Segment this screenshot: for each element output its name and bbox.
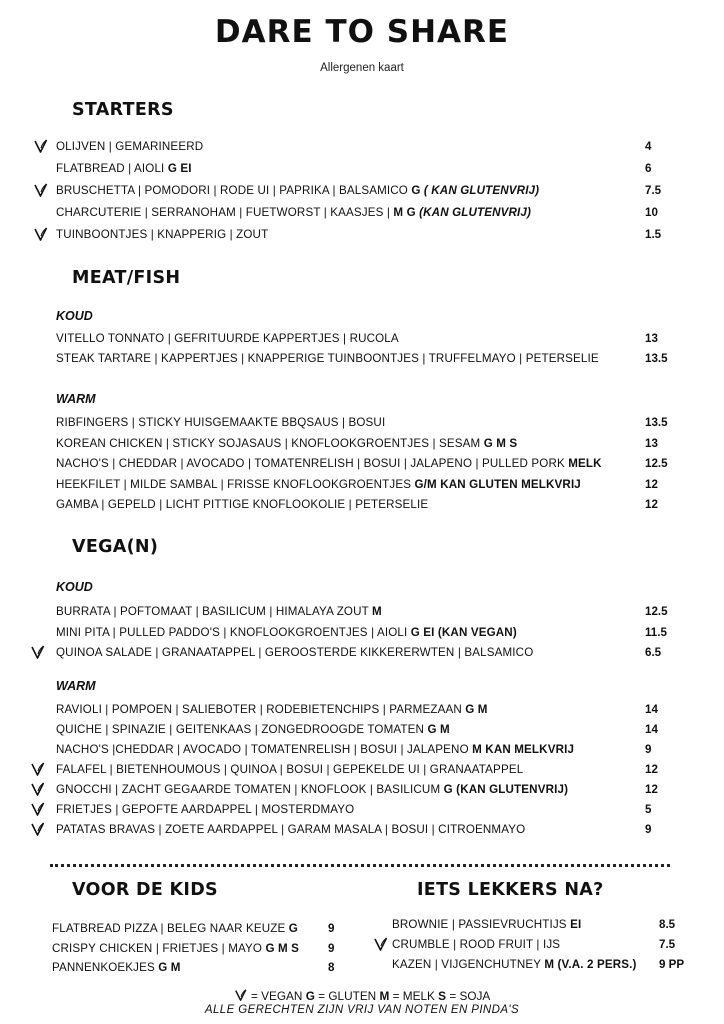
vegan-leaf-icon xyxy=(30,781,46,797)
allergen-codes: G EI xyxy=(167,162,192,175)
menu-item-text: RIBFINGERS | STICKY HUISGEMAAKTE BBQSAUS | BOSUI xyxy=(56,416,386,429)
allergen-note: ALLE GERECHTEN ZIJN VRIJ VAN NOTEN EN PINDA'S xyxy=(204,1004,520,1016)
menu-item-price: 6 xyxy=(645,162,652,175)
menu-item-text: GNOCCHI | ZACHT GEGAARDE TOMATEN | KNOFLOOK | BASILICUM xyxy=(56,783,444,796)
menu-item xyxy=(56,206,531,219)
menu-item-price: 12.5 xyxy=(645,457,668,470)
allergen-codes: G (KAN GLUTENVRIJ) xyxy=(443,783,569,796)
menu-item-price: 14 xyxy=(645,723,658,736)
vegan-leaf-icon xyxy=(30,644,46,660)
menu-item xyxy=(56,723,450,736)
allergen-codes: G/M KAN GLUTEN MELKVRIJ xyxy=(414,477,581,491)
menu-item-price: 10 xyxy=(645,206,658,219)
menu-item xyxy=(52,961,181,974)
menu-item-price: 9 xyxy=(328,922,335,935)
menu-item xyxy=(56,184,539,197)
menu-item-text: RAVIOLI | POMPOEN | SALIEBOTER | RODEBIETENCHIPS | PARMEZAAN xyxy=(56,703,466,716)
menu-item-price: 9 xyxy=(645,823,652,836)
menu-item-text: PANNENKOEKJES xyxy=(52,961,159,974)
allergen-legend xyxy=(0,988,724,1003)
allergen-codes: M xyxy=(372,605,382,618)
menu-item-price: 14 xyxy=(645,703,658,716)
menu-item-price: 13 xyxy=(645,436,658,450)
subsection-label-warm: WARM xyxy=(56,392,96,406)
vegan-leaf-icon xyxy=(373,936,389,952)
allergen-codes: M KAN MELKVRIJ xyxy=(472,743,575,756)
menu-item-text: CHARCUTERIE | SERRANOHAM | FUETWORST | KAASJES | xyxy=(56,206,394,219)
menu-item xyxy=(56,352,599,365)
legend-m-label: = MELK xyxy=(389,989,439,1003)
menu-item-price: 4 xyxy=(645,140,652,153)
menu-item xyxy=(56,763,523,776)
menu-item xyxy=(56,823,525,836)
menu-item xyxy=(56,646,533,659)
menu-item-price: 12 xyxy=(645,477,658,491)
menu-item xyxy=(56,437,517,450)
subsection-label-koud: KOUD xyxy=(56,580,93,594)
menu-item-text: VITELLO TONNATO | GEFRITUURDE KAPPERTJES | RUCOLA xyxy=(56,332,399,345)
page-subtitle: Allergenen kaart xyxy=(320,62,404,74)
legend-vegan-label: = VEGAN xyxy=(247,989,306,1003)
menu-item-text: NACHO'S | CHEDDAR | AVOCADO | TOMATENRELISH | BOSUI | JALAPENO | PULLED PORK xyxy=(56,457,569,470)
menu-item-price: 8.5 xyxy=(659,918,676,931)
allergen-note: ( KAN GLUTENVRIJ) xyxy=(420,184,540,197)
allergen-codes: G EI (KAN VEGAN) xyxy=(410,625,517,639)
menu-item xyxy=(56,457,602,470)
dotted-divider xyxy=(50,864,670,867)
menu-item xyxy=(56,140,203,153)
legend-g-label: = GLUTEN xyxy=(314,989,380,1003)
menu-item-price: 12 xyxy=(645,783,658,796)
menu-item-text: MINI PITA | PULLED PADDO'S | KNOFLOOKGROENTJES | AIOLI xyxy=(56,625,411,639)
menu-item-text: CRISPY CHICKEN | FRIETJES | MAYO xyxy=(52,941,266,955)
menu-item xyxy=(56,498,428,511)
menu-item-text: BRUSCHETTA | POMODORI | RODE UI | PAPRIKA | BALSAMICO xyxy=(56,184,412,197)
subsection-label-koud: KOUD xyxy=(56,309,93,323)
menu-item xyxy=(56,162,192,175)
menu-item xyxy=(392,918,581,931)
menu-item-price: 8 xyxy=(328,961,335,974)
allergen-codes: M G xyxy=(393,206,416,219)
allergen-codes: M (V.A. 2 PERS.) xyxy=(544,958,637,971)
legend-s-label: = SOJA xyxy=(446,989,491,1003)
menu-item xyxy=(56,416,385,429)
menu-item-price: 11.5 xyxy=(645,625,667,639)
menu-item-price: 13.5 xyxy=(645,352,668,365)
section-title-kids: VOOR DE KIDS xyxy=(72,880,218,900)
subsection-label-warm: WARM xyxy=(56,679,96,693)
vegan-leaf-icon xyxy=(33,182,49,198)
allergen-codes: EI xyxy=(570,918,582,931)
menu-item-text: OLIJVEN | GEMARINEERD xyxy=(56,140,204,153)
menu-item-text: TUINBOONTJES | KNAPPERIG | ZOUT xyxy=(56,228,269,241)
legend-s-key: S xyxy=(438,989,447,1003)
menu-item-price: 12 xyxy=(645,763,658,776)
menu-item xyxy=(56,743,574,756)
menu-item-text: PATATAS BRAVAS | ZOETE AARDAPPEL | GARAM MASALA | BOSUI | CITROENMAYO xyxy=(56,823,526,836)
menu-item xyxy=(52,922,298,935)
vegan-leaf-icon xyxy=(30,761,46,777)
menu-item-text: BURRATA | POFTOMAAT | BASILICUM | HIMALAYA ZOUT xyxy=(56,605,373,618)
menu-item-price: 5 xyxy=(645,803,652,816)
menu-item-text: HEEKFILET | MILDE SAMBAL | FRISSE KNOFLOOKGROENTJES xyxy=(56,477,415,491)
menu-item xyxy=(56,783,568,796)
menu-item-price: 13.5 xyxy=(645,416,668,429)
allergen-codes: G xyxy=(288,922,298,935)
section-title-starters: STARTERS xyxy=(72,100,174,120)
menu-item-text: FLATBREAD | AIOLI xyxy=(56,162,168,175)
menu-item-price: 7.5 xyxy=(645,184,662,197)
menu-item-text: GAMBA | GEPELD | LICHT PITTIGE KNOFLOOKOLIE | PETERSELIE xyxy=(56,498,429,511)
allergen-codes: G M S xyxy=(483,436,518,450)
vegan-leaf-icon xyxy=(33,138,49,154)
allergen-codes: G xyxy=(411,184,421,197)
menu-item xyxy=(392,938,560,951)
allergen-note: (KAN GLUTENVRIJ) xyxy=(415,206,532,219)
menu-item-text: KAZEN | VIJGENCHUTNEY xyxy=(392,958,545,971)
menu-item-text: FRIETJES | GEPOFTE AARDAPPEL | MOSTERDMAYO xyxy=(56,803,355,816)
menu-item-text: FALAFEL | BIETENHOUMOUS | QUINOA | BOSUI | GEPEKELDE UI | GRANAATAPPEL xyxy=(56,763,524,776)
vegan-leaf-icon xyxy=(33,226,49,242)
menu-item-text: CRUMBLE | ROOD FRUIT | IJS xyxy=(392,938,561,951)
vegan-leaf-icon xyxy=(30,821,46,837)
menu-item xyxy=(56,626,517,639)
menu-item-price: 7.5 xyxy=(659,938,676,951)
menu-item-text: KOREAN CHICKEN | STICKY SOJASAUS | KNOFLOOKGROENTJES | SESAM xyxy=(56,436,484,450)
allergen-codes: MELK xyxy=(568,457,602,470)
menu-item-text: STEAK TARTARE | KAPPERTJES | KNAPPERIGE TUINBOONTJES | TRUFFELMAYO | PETERSELIE xyxy=(56,352,599,365)
menu-item xyxy=(392,958,637,971)
menu-item xyxy=(56,605,382,618)
menu-item xyxy=(52,942,299,955)
section-title-vegan: VEGA(N) xyxy=(72,537,159,557)
menu-item-price: 12.5 xyxy=(645,605,668,618)
menu-item xyxy=(56,228,268,241)
menu-item-text: NACHO'S |CHEDDAR | AVOCADO | TOMATENRELISH | BOSUI | JALAPENO xyxy=(56,743,473,756)
allergen-codes: G M S xyxy=(265,941,300,955)
menu-item xyxy=(56,478,581,491)
menu-item-text: FLATBREAD PIZZA | BELEG NAAR KEUZE xyxy=(52,922,289,935)
menu-item-price: 12 xyxy=(645,498,658,511)
allergen-codes: G M xyxy=(427,723,450,736)
legend-g-key: G xyxy=(305,989,315,1003)
menu-item-price: 9 xyxy=(328,941,335,955)
menu-item xyxy=(56,332,399,345)
section-title-meatfish: MEAT/FISH xyxy=(72,268,181,288)
allergen-codes: G M xyxy=(465,703,488,716)
menu-item-text: QUINOA SALADE | GRANAATAPPEL | GEROOSTERDE KIKKERERWTEN | BALSAMICO xyxy=(56,646,534,659)
menu-item-price: 9 PP xyxy=(659,958,685,971)
menu-item-price: 1.5 xyxy=(645,228,662,241)
menu-item-text: BROWNIE | PASSIEVRUCHTIJS xyxy=(392,918,571,931)
section-title-dessert: IETS LEKKERS NA? xyxy=(417,880,604,900)
menu-item-price: 13 xyxy=(645,332,658,345)
legend-m-key: M xyxy=(379,989,390,1003)
vegan-leaf-icon xyxy=(234,989,248,1003)
vegan-leaf-icon xyxy=(30,801,46,817)
page-title: DARE TO SHARE xyxy=(214,14,510,50)
allergen-codes: G M xyxy=(158,961,181,974)
menu-item-price: 9 xyxy=(645,743,652,756)
menu-item-text: QUICHE | SPINAZIE | GEITENKAAS | ZONGEDROOGDE TOMATEN xyxy=(56,723,428,736)
menu-item xyxy=(56,803,354,816)
menu-item-price: 6.5 xyxy=(645,646,662,659)
menu-item xyxy=(56,703,488,716)
